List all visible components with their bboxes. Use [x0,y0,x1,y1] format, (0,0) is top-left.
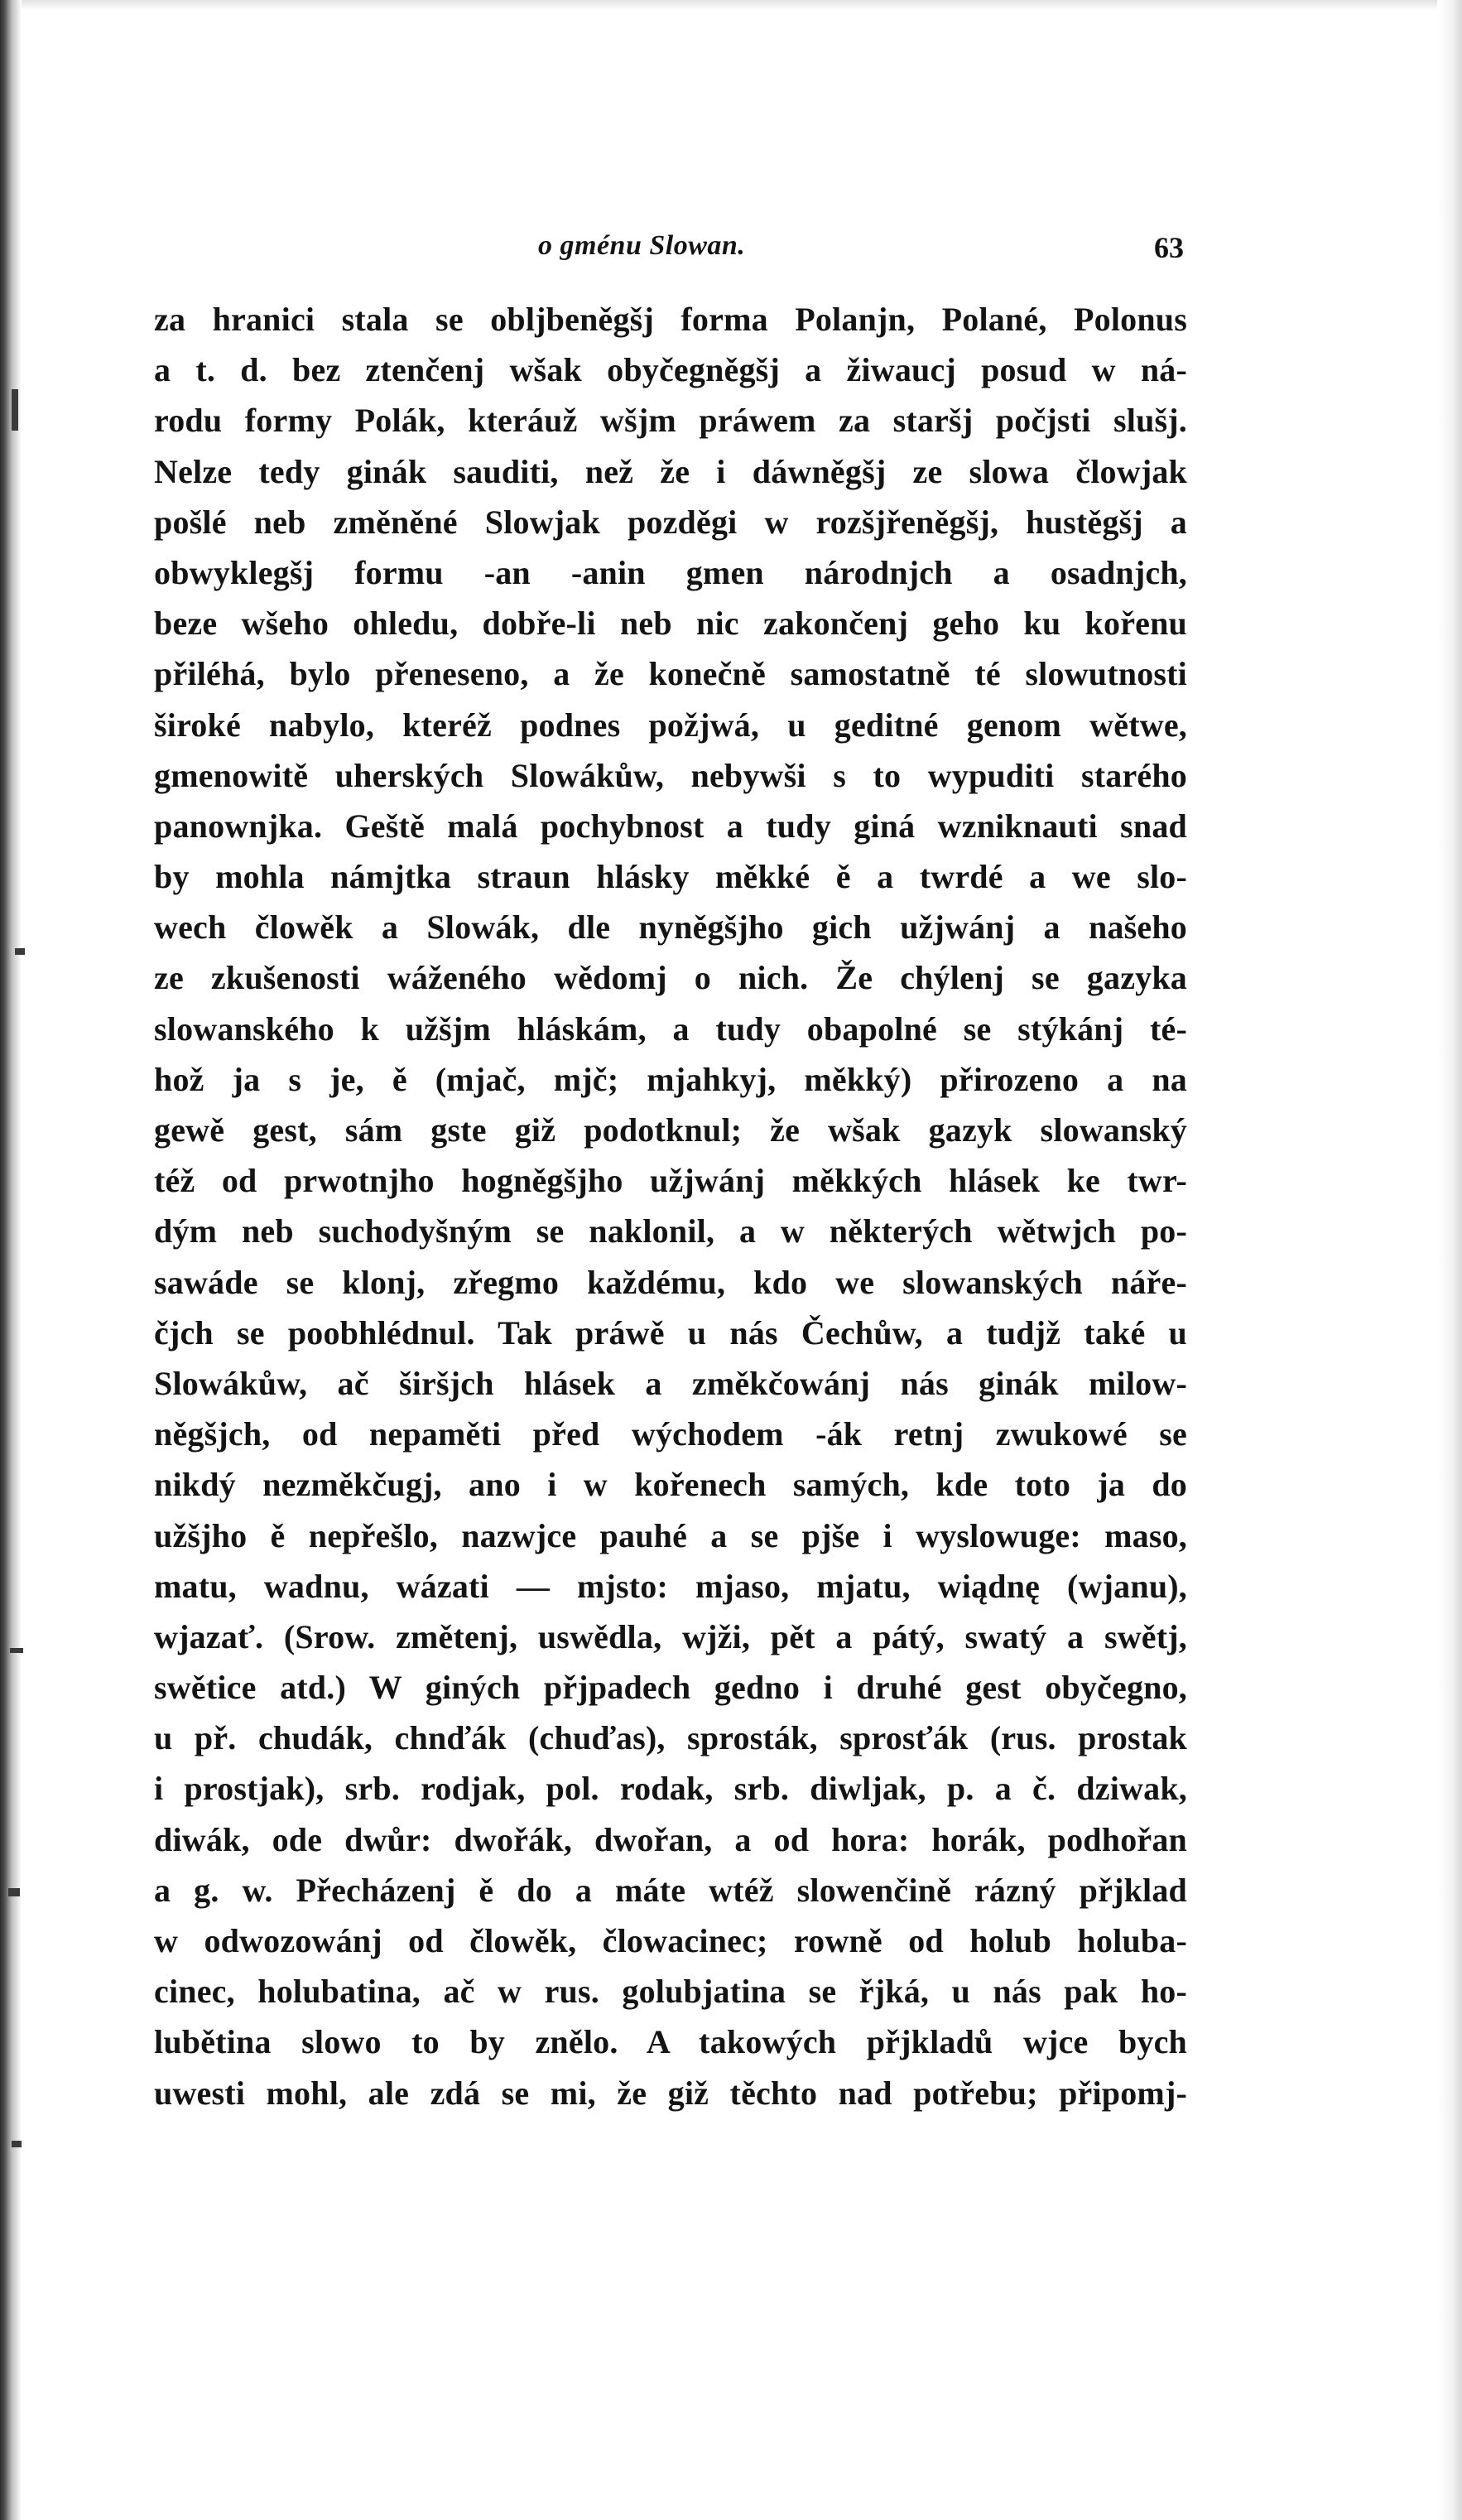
text-line: slowanského k užšjm hláskám, a tudy obapolné se stýkánj té- [154,1009,1187,1048]
margin-speck [12,2141,22,2147]
text-line: wjazať. (Srow. změtenj, uswědla, wjži, pět a pátý, swatý a swětj, [154,1617,1187,1655]
margin-speck [12,389,18,431]
text-line: obwyklegšj formu -an -anin gmen národnjch a osadnjch, [154,553,1187,591]
text-line: a t. d. bez ztenčenj wšak obyčegněgšj a žiwaucj posud w ná- [154,351,1187,389]
text-line: i prostjak), srb. rodjak, pol. rodak, srb. diwljak, p. a č. dziwak, [154,1770,1187,1808]
text-line: uwesti mohl, ale zdá se mi, že giž těchto nad potřebu; připomj- [154,2074,1187,2112]
margin-speck [10,1648,23,1653]
margin-speck [15,948,25,955]
text-line: dým neb suchodyšným se naklonil, a w některých wětwjch po- [154,1212,1187,1250]
text-line: gewě gest, sám gste giž podotknul; že wšak gazyk slowanský [154,1111,1187,1149]
text-line: rodu formy Polák, kteráuž wšjm práwem za staršj počjsti slušj. [154,402,1187,440]
text-line: sawáde se klonj, zřegmo každému, kdo we slowanských náře- [154,1263,1187,1301]
text-line: přiléhá, bylo přeneseno, a že konečně samostatně té slowutnosti [154,655,1187,693]
text-line: široké nabylo, kteréž podnes požjwá, u geditné genom wětwe, [154,706,1187,744]
scan-edge-top [22,0,1437,10]
text-line: by mohla námjtka straun hlásky měkké ě a twrdé a we slo- [154,858,1187,896]
text-line: užšjho ě nepřešlo, nazwjce pauhé a se pjše i wyslowuge: maso, [154,1516,1187,1554]
page-header [157,230,1184,272]
text-line: Slowákůw, ač širšjch hlásek a změkčowánj nás ginák milow- [154,1364,1187,1402]
text-line: nikdý nezměkčugj, ano i w kořenech samých, kde toto ja do [154,1466,1187,1504]
text-line: panownjka. Geště malá pochybnost a tudy giná wzniknauti snad [154,807,1187,845]
text-line: čjch se poobhlédnul. Tak práwě u nás Čechůw, a tudjž také u [154,1313,1187,1352]
text-line: w odwozowánj od člowěk, člowacinec; rowně od holub holuba- [154,1922,1187,1959]
text-line: swětice atd.) W giných přjpadech gedno i druhé gest obyčegno, [154,1669,1187,1707]
text-line: lubětina slowo to by znělo. A takowých přjkladů wjce bych [154,2023,1187,2061]
text-line: diwák, ode dwůr: dwořák, dwořan, a od hora: horák, podhořan [154,1820,1187,1858]
margin-speck [8,1888,20,1896]
text-line: hož ja s je, ě (mjač, mjč; mjahkyj, měkký) přirozeno a na [154,1060,1187,1098]
text-line: u př. chudák, chnďák (chuďas), sprosták, sprosťák (rus. prostak [154,1719,1187,1757]
text-line: něgšjch, od nepaměti před wýchodem -ák retnj zwukowé se [154,1415,1187,1453]
text-line: a g. w. Přecházenj ě do a máte wtéž slowenčině rázný přjklad [154,1871,1187,1909]
text-line: pošlé neb změněné Slowjak pozděgi w rozšjřeněgšj, hustěgšj a [154,503,1187,541]
text-line: ze zkušenosti wáženého wědomj o nich. Že chýlenj se gazyka [154,959,1187,997]
text-line: za hranici stala se obljbeněgšj forma Polanjn, Polané, Polonus [154,301,1187,338]
text-line: Nelze tedy ginák sauditi, než že i dáwněgšj ze slowa člowjak [154,452,1187,490]
page-number: 63 [1154,231,1184,264]
running-title: o gménu Slowan. [538,230,746,261]
scan-edge-right [1437,0,1462,2520]
text-line: wech člowěk a Slowák, dle nyněgšjho gich užjwánj a našeho [154,908,1187,947]
text-line: gmenowitě uherských Slowákůw, nebywši s to wypuditi starého [154,756,1187,794]
text-line: též od prwotnjho hogněgšjho užjwánj měkkých hlásek ke twr- [154,1162,1187,1200]
text-body [154,294,1187,2118]
text-line: beze wšeho ohledu, dobře-li neb nic zakončenj geho ku kořenu [154,605,1187,643]
text-line: cinec, holubatina, ač w rus. golubjatina se řjká, u nás pak ho- [154,1973,1187,2011]
text-line: matu, wadnu, wázati — mjsto: mjaso, mjatu, wiądnę (wjanu), [154,1567,1187,1605]
